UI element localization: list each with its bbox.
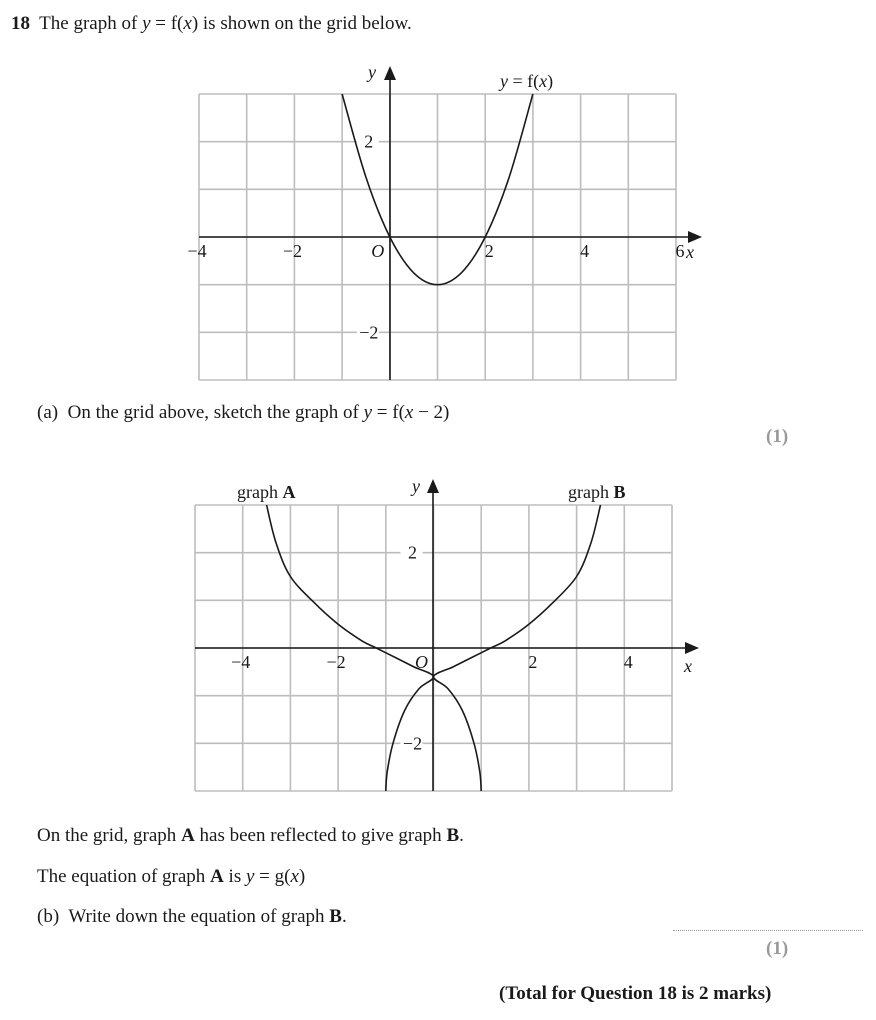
part-a-marks: (1) (766, 426, 789, 447)
part-b-end: . (341, 906, 347, 927)
x-axis-label: x (684, 656, 692, 676)
x-tick-label: 4 (623, 652, 633, 672)
stem-text: On the grid, graph (37, 825, 182, 846)
stem-y: y (245, 866, 255, 887)
part-a-text: On the grid above, sketch the graph of (67, 402, 364, 423)
x-axis-label: x (686, 242, 694, 262)
grid-2-labels (231, 476, 692, 753)
part-a-y: y (363, 402, 373, 423)
x-tick-label: 6 (675, 241, 685, 261)
question-number: 18 (11, 13, 30, 34)
y-axis-label: y (412, 476, 420, 496)
y-tick-label: −2 (402, 733, 423, 754)
stem-x: x (290, 866, 299, 887)
grid-1-labels (187, 62, 694, 342)
part-a-x: x (404, 402, 414, 423)
part-b-prompt (37, 906, 347, 928)
part-a-label: (a) (37, 402, 59, 423)
stem-text: The equation of graph (37, 866, 211, 887)
stem-graph-b: B (446, 825, 460, 846)
stem-text: ) (298, 866, 306, 887)
part-b-marks: (1) (766, 938, 789, 959)
stem-b-line1 (37, 825, 464, 847)
series-label-a: graph A (237, 482, 296, 502)
y-axis-arrow-icon (427, 479, 439, 493)
part-a-eq-post: − 2) (413, 402, 450, 423)
part-b-label: (b) (37, 906, 60, 927)
origin-label: O (415, 652, 428, 672)
stem-text: . (459, 825, 464, 846)
question-total: (Total for Question 18 is 2 marks) (499, 983, 772, 1004)
y-axis-arrow-icon (384, 66, 396, 80)
stem-eq: = g( (254, 866, 291, 887)
stem-graph-a: A (210, 866, 224, 887)
stem-text: has been reflected to give graph (194, 825, 447, 846)
part-a-prompt (37, 402, 449, 424)
stem-graph-a: A (181, 825, 195, 846)
x-tick-label: −2 (326, 652, 346, 672)
intro-post: ) is shown on the grid below. (191, 13, 412, 34)
y-axis-label: y (368, 62, 376, 82)
stem-text: is (223, 866, 246, 887)
x-tick-label: 2 (484, 241, 494, 261)
y-tick-label: 2 (364, 131, 374, 152)
x-tick-label: −4 (187, 241, 207, 261)
y-tick-label: 2 (408, 542, 417, 563)
part-b-text: Write down the equation of graph (68, 906, 330, 927)
y-tick-label: −2 (359, 322, 379, 343)
origin-label: O (371, 241, 385, 261)
part-a-eq: = f( (372, 402, 405, 423)
x-tick-label: 4 (580, 241, 590, 261)
part-b-graph-b: B (329, 906, 342, 927)
part-b-answer-line[interactable] (673, 930, 863, 931)
intro-y: y (142, 13, 151, 34)
curve-label-f-of-x: y = f(x) (500, 71, 554, 91)
x-tick-label: −2 (282, 241, 302, 261)
stem-b-line2 (37, 866, 305, 888)
intro-text: The graph of (39, 13, 143, 34)
x-tick-label: −4 (231, 652, 251, 672)
intro-x: x (183, 13, 192, 34)
series-label-b: graph B (568, 482, 626, 502)
x-tick-label: 2 (528, 652, 538, 672)
x-axis-arrow-icon (685, 642, 699, 654)
intro-eq: = f( (150, 13, 184, 34)
